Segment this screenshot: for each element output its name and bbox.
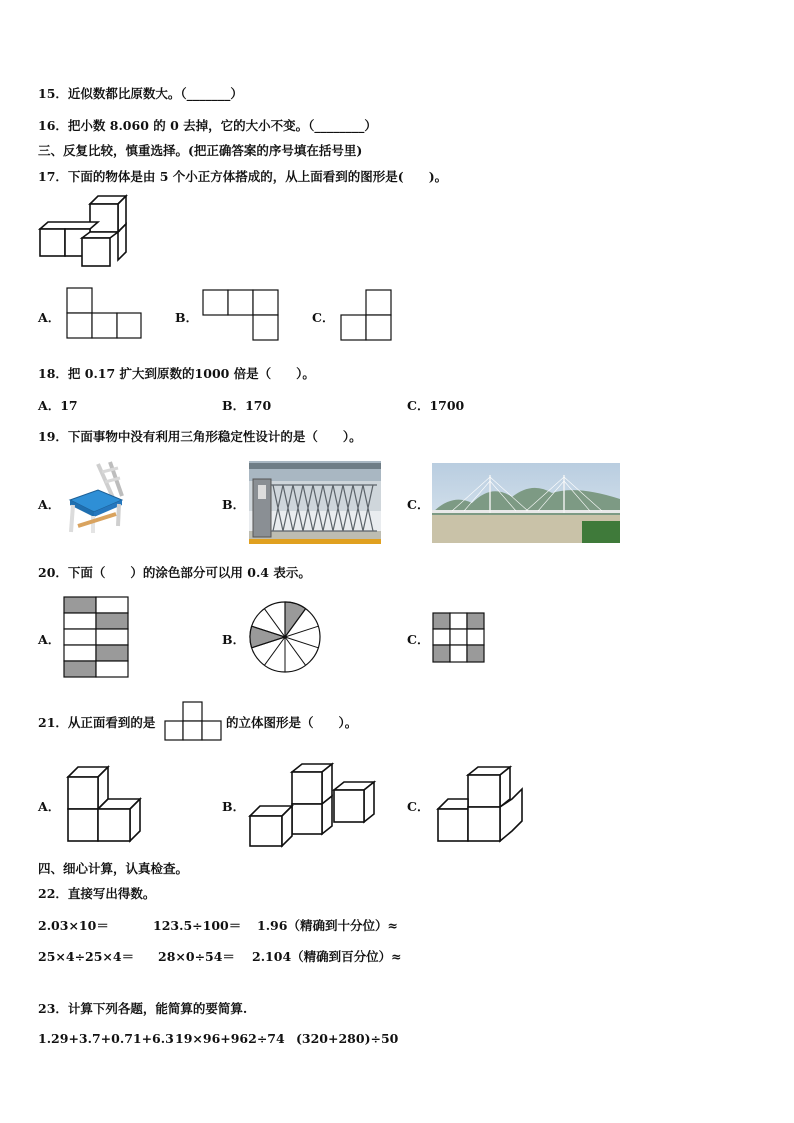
q22-item-2: 123.5÷100＝ [153, 918, 242, 933]
question-19: 19．下面事物中没有利用三角形稳定性设计的是（ ）。 [38, 429, 362, 444]
question-16: 16．把小数 8.060 的 0 去掉，它的大小不变。（________） [38, 118, 377, 133]
q20-option-c-grid[interactable] [432, 612, 485, 663]
retractable-gate-image[interactable] [249, 461, 381, 544]
section-3-heading: 三、反复比较，慎重选择。(把正确答案的序号填在括号里) [38, 143, 363, 158]
q23-item-2: 19×96+962÷74 [175, 1031, 285, 1046]
q22-item-5: 28×0÷54＝ [158, 949, 235, 964]
question-21-suffix: 的立体图形是（ ）。 [226, 715, 358, 730]
question-17: 17．下面的物体是由 5 个小正方体搭成的，从上面看到的图形是( )。 [38, 169, 448, 184]
q17-option-b-label[interactable]: B． [175, 310, 199, 325]
q22-item-1: 2.03×10＝ [38, 918, 109, 933]
q23-item-1: 1.29+3.7+0.71+6.3 [38, 1031, 174, 1046]
q17-option-c-label[interactable]: C． [312, 310, 335, 325]
q20-option-b-circle[interactable] [249, 601, 321, 673]
q17-option-a-shape[interactable] [66, 287, 142, 339]
q17-option-b-shape[interactable] [202, 289, 279, 341]
q17-option-a-label[interactable]: A． [38, 310, 61, 325]
question-21-prefix: 21．从正面看到的是 [38, 715, 156, 730]
q22-item-4: 25×4÷25×4＝ [38, 949, 135, 964]
question-23: 23．计算下列各题，能简算的要简算. [38, 1001, 248, 1016]
chair-image[interactable] [64, 460, 126, 534]
cable-stayed-bridge-image[interactable] [432, 463, 620, 543]
q20-option-c-label[interactable]: C． [407, 632, 430, 647]
q21-option-a-label[interactable]: A． [38, 799, 61, 814]
question-20: 20．下面（ ）的涂色部分可以用 0.4 表示。 [38, 565, 311, 580]
q21-front-view-shape [164, 701, 222, 741]
q23-item-3: (320+280)÷50 [296, 1031, 399, 1046]
question-15: 15．近似数都比原数大。（_______） [38, 86, 243, 101]
q20-option-a-label[interactable]: A． [38, 632, 61, 647]
q22-item-3: 1.96（精确到十分位）≈ [257, 918, 398, 933]
q18-option-a[interactable]: A．17 [38, 398, 78, 413]
q17-option-c-shape[interactable] [340, 289, 392, 341]
section-4-heading: 四、细心计算，认真检查。 [38, 861, 189, 876]
q19-option-b-label[interactable]: B． [222, 497, 246, 512]
q17-cube-figure [38, 196, 130, 268]
q18-option-c[interactable]: C．1700 [407, 398, 465, 413]
q22-item-6: 2.104（精确到百分位）≈ [252, 949, 402, 964]
q18-option-b[interactable]: B．170 [222, 398, 272, 413]
q19-option-c-label[interactable]: C． [407, 497, 430, 512]
question-22: 22．直接写出得数。 [38, 886, 156, 901]
q20-option-b-label[interactable]: B． [222, 632, 246, 647]
q21-option-c-label[interactable]: C． [407, 799, 430, 814]
q21-option-a-cubes[interactable] [66, 765, 144, 843]
question-18: 18．把 0.17 扩大到原数的1000 倍是（ ）。 [38, 366, 315, 381]
q21-option-c-cubes[interactable] [436, 765, 524, 843]
q21-option-b-cubes[interactable] [248, 762, 376, 848]
q20-option-a-grid[interactable] [63, 596, 129, 678]
q19-option-a-label[interactable]: A． [38, 497, 61, 512]
q21-option-b-label[interactable]: B． [222, 799, 246, 814]
